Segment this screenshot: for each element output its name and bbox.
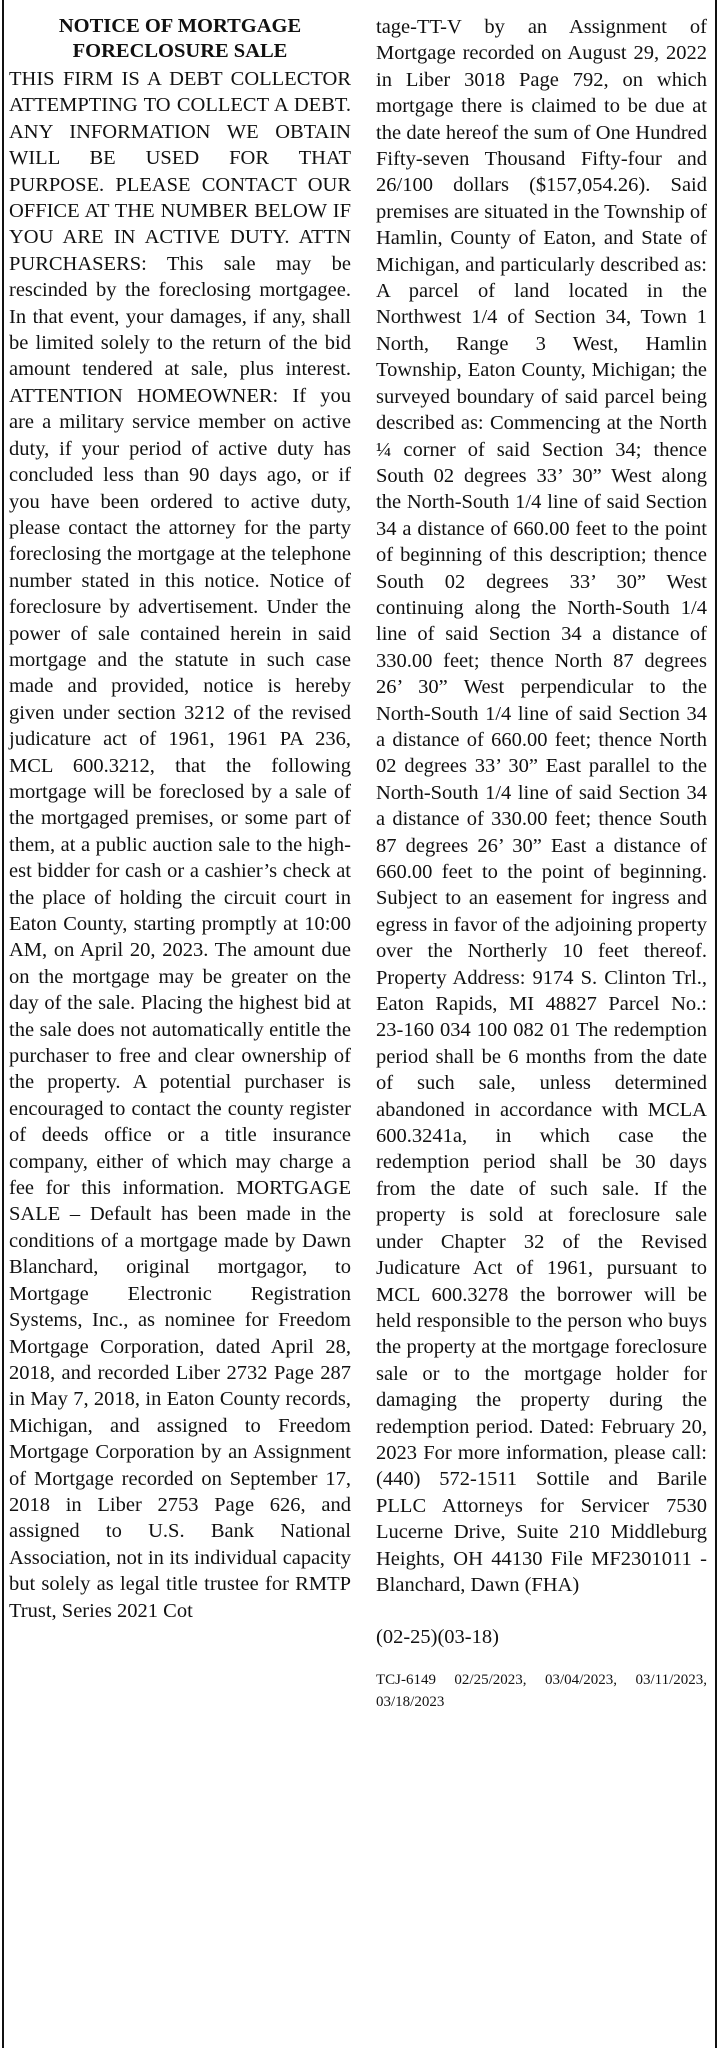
right-column <box>376 14 707 1728</box>
notice-body-right: tage-TT-V by an Assignment of Mortgage recorded on August 29, 2022 in Liber 3018 Page 792, on which mortgage there is claimed to be due at the date hereof the sum of One Hundred Fifty-seven Thousand Fifty-four and 26/100 dollars ($157,054.26). Said premises are situated in the Township of Hamlin, County of Eaton, and State of Michigan, and particularly described as: A parcel of land located in the Northwest 1/4 of Section 34, Town 1 North, Range 3 West, Hamlin Township, Eaton County, Michigan; the surveyed boundary of said parcel being described as: Commencing at the North ¼ corner of said Section 34; thence South 02 degrees 33’ 30” West along the North-South 1/4 line of said Section 34 a distance of 660.00 feet to the point of beginning of this description; thence South 02 degrees 33’ 30” West continuing along the North-South 1/4 line of said Section 34 a distance of 330.00 feet; thence North 87 degrees 26’ 30” West perpendicular to the North-South 1/4 line of said Section 34 a distance of 660.00 feet; thence North 02 degrees 33’ 30” East parallel to the North-South 1/4 line of said Section 34 a distance of 330.00 feet; thence South 87 degrees 26’ 30” East a distance of 660.00 feet to the point of beginning. Subject to an easement for ingress and egress in favor of the adjoining property over the Northerly 10 feet thereof. Property Address: 9174 S. Clinton Trl., Eaton Rapids, MI 48827 Parcel No.: 23-160 034 100 082 01 The redemption period shall be 6 months from the date of such sale, unless determined abandoned in accordance with MCLA 600.3241a, in which case the redemption period shall be 30 days from the date of such sale. If the property is sold at foreclosure sale under Chapter 32 of the Revised Judicature Act of 1961, pursuant to MCL 600.3278 the borrower will be held responsible to the person who buys the property at the mortgage foreclosure sale or to the mortgage holder for damaging the property during the redemption period. Dated: February 20, 2023 For more information, please call: (440) 572-1511 Sottile and Barile PLLC Attorneys for Servicer 7530 Lucerne Drive, Suite 210 Middleburg Heights, OH 44130 File MF2301011 - Blanchard, Dawn (FHA) <box>376 16 707 1596</box>
left-border-rule <box>2 0 4 2048</box>
notice-title: NOTICE OF MORTGAGE FORECLOSURE SALE <box>58 15 302 62</box>
notice-body-left: THIS FIRM IS A DEBT COLLECTOR ATTEMPTING TO COLLECT A DEBT. ANY INFORMATION WE OBTAIN WILL BE USED FOR THAT PURPOSE. PLEASE CONTACT OUR OFFICE AT THE NUMBER BELOW IF YOU ARE IN ACTIVE DUTY. ATTN PURCHASERS: This sale may be rescinded by the foreclosing mortgagee. In that event, your damages, if any, shall be limited solely to the return of the bid amount tendered at sale, plus interest. ATTENTION HOMEOWNER: If you are a military service member on active duty, if your period of active duty has concluded less than 90 days ago, or if you have been ordered to active duty, please contact the attorney for the party foreclosing the mortgage at the telephone number stated in this notice. Notice of foreclosure by advertisement. Under the power of sale contained herein in said mortgage and the statute in such case made and provided, notice is hereby given under section 3212 of the revised judicature act of 1961, 1961 PA 236, MCL 600.3212, that the following mortgage will be foreclosed by a sale of the mortgaged premises, or some part of them, at a public auction sale to the highest bidder for cash or a cashier’s check at the place of holding the circuit court in Eaton County, starting promptly at 10:00 AM, on April 20, 2023. The amount due on the mortgage may be greater on the day of the sale. Placing the highest bid at the sale does not automatically entitle the purchaser to free and clear ownership of the property. A potential purchaser is encouraged to contact the county register of deeds office or a title insurance company, either of which may charge a fee for this information. MORTGAGE SALE – Default has been made in the conditions of a mortgage made by Dawn Blanchard, original mortgagor, to Mortgage Electronic Registration Systems, Inc., as nominee for Freedom Mortgage Corporation, dated April 28, 2018, and recorded Liber 2732 Page 287 in May 7, 2018, in Eaton County records, Michigan, and assigned to Freedom Mortgage Corporation by an Assignment of Mortgage recorded on September 17, 2018 in Liber 2753 Page 626, and assigned to U.S. Bank National Association, not in its individual capacity but solely as legal title trustee for RMTP Trust, Series 2021 Cot <box>9 68 351 1622</box>
left-column <box>9 14 351 1624</box>
spacer <box>376 1598 707 1624</box>
publication-reference: TCJ-6149 02/25/2023, 03/04/2023, 03/11/2023, 03/18/2023 <box>376 1671 707 1710</box>
right-border-rule <box>715 0 717 2048</box>
publication-dates: (02-25)(03-18) <box>376 1626 499 1649</box>
